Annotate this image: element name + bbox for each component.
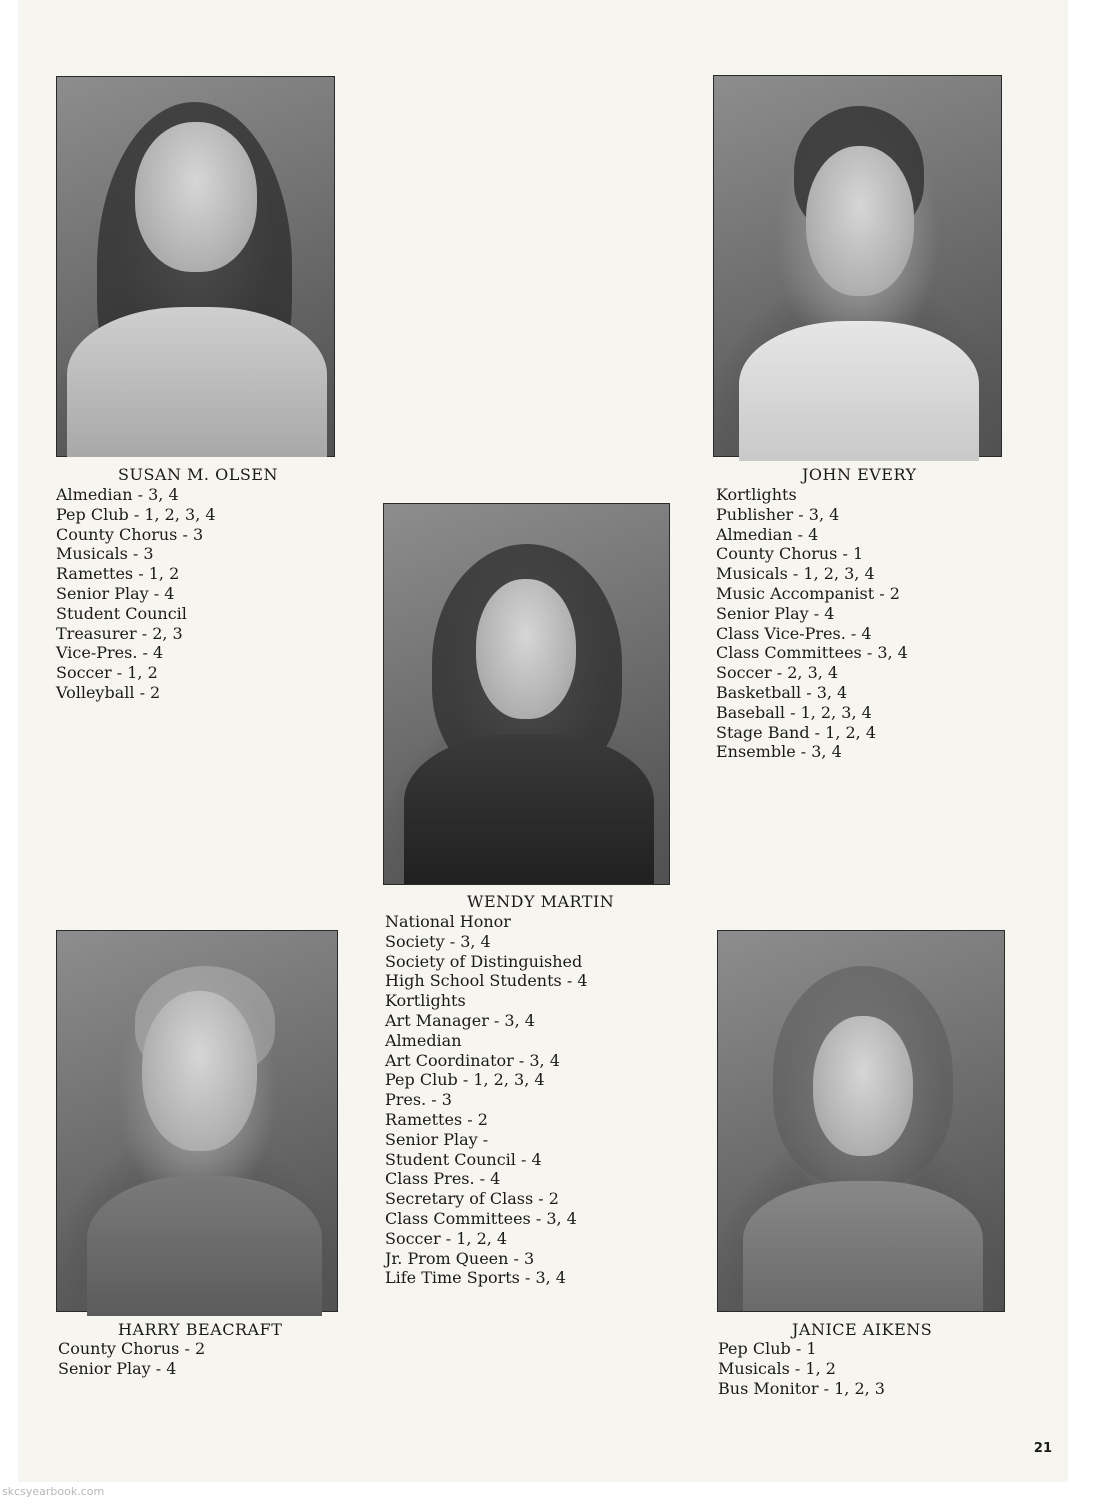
activity-item: Vice-Pres. - 4 bbox=[56, 643, 164, 663]
portrait-harry-beacraft bbox=[56, 930, 338, 1312]
watermark-text: skcsyearbook.com bbox=[2, 1485, 105, 1498]
student-name: JANICE AIKENS bbox=[792, 1320, 933, 1339]
activity-item: Pres. - 3 bbox=[385, 1090, 452, 1110]
activity-item: Society of Distinguished bbox=[385, 951, 583, 971]
activity-list bbox=[716, 485, 908, 762]
activity-item: Stage Band - 1, 2, 4 bbox=[716, 722, 877, 742]
activity-item: High School Students - 4 bbox=[385, 971, 588, 991]
activity-item: Almedian - 4 bbox=[716, 524, 819, 544]
activity-item: Musicals - 3 bbox=[56, 544, 154, 564]
activity-list bbox=[385, 912, 588, 1288]
activity-item: Almedian - 3, 4 bbox=[56, 485, 179, 504]
activity-item: Soccer - 1, 2, 4 bbox=[385, 1228, 508, 1248]
activity-list bbox=[58, 1339, 205, 1379]
activity-item: Ensemble - 3, 4 bbox=[716, 742, 842, 762]
portrait-john-every bbox=[713, 75, 1002, 457]
activity-item: Senior Play - 4 bbox=[56, 583, 175, 603]
activity-item: Ramettes - 1, 2 bbox=[56, 564, 180, 584]
activity-item: Pep Club - 1, 2, 3, 4 bbox=[56, 504, 216, 524]
activity-item: Class Vice-Pres. - 4 bbox=[716, 623, 872, 643]
activity-item: County Chorus - 3 bbox=[56, 524, 204, 544]
activity-item: Musicals - 1, 2, 3, 4 bbox=[716, 564, 875, 584]
activity-item: County Chorus - 1 bbox=[716, 544, 864, 564]
activity-list bbox=[56, 485, 216, 703]
activity-item: Pep Club - 1, 2, 3, 4 bbox=[385, 1070, 545, 1090]
activity-item: Art Manager - 3, 4 bbox=[385, 1010, 535, 1030]
activity-item: Senior Play - 4 bbox=[58, 1358, 177, 1378]
student-name: HARRY BEACRAFT bbox=[118, 1320, 283, 1339]
activity-item: Senior Play - bbox=[385, 1129, 489, 1149]
activity-item: Publisher - 3, 4 bbox=[716, 504, 840, 524]
page-number: 21 bbox=[1033, 1441, 1052, 1456]
activity-item: Society - 3, 4 bbox=[385, 931, 491, 951]
activity-item: Senior Play - 4 bbox=[716, 603, 835, 623]
yearbook-page bbox=[18, 0, 1068, 1482]
activity-item: Soccer - 2, 3, 4 bbox=[716, 663, 839, 683]
activity-item: Music Accompanist - 2 bbox=[716, 583, 900, 603]
portrait-wendy-martin bbox=[383, 503, 670, 885]
activity-item: Class Pres. - 4 bbox=[385, 1169, 501, 1189]
activity-item: Volleyball - 2 bbox=[56, 682, 161, 702]
activity-item: Pep Club - 1 bbox=[718, 1339, 817, 1358]
activity-item: Ramettes - 2 bbox=[385, 1109, 488, 1129]
activity-item: Almedian bbox=[385, 1030, 462, 1050]
activity-item: Kortlights bbox=[716, 485, 797, 504]
activity-item: Student Council - 4 bbox=[385, 1149, 542, 1169]
activity-item: Jr. Prom Queen - 3 bbox=[385, 1248, 535, 1268]
activity-item: Kortlights bbox=[385, 991, 466, 1011]
activity-item: Life Time Sports - 3, 4 bbox=[385, 1268, 566, 1288]
activity-list bbox=[718, 1339, 885, 1398]
activity-item: Class Committees - 3, 4 bbox=[716, 643, 908, 663]
activity-item: Class Committees - 3, 4 bbox=[385, 1208, 577, 1228]
student-name: JOHN EVERY bbox=[802, 465, 917, 484]
activity-item: Student Council bbox=[56, 603, 187, 623]
activity-item: Basketball - 3, 4 bbox=[716, 682, 848, 702]
student-name: WENDY MARTIN bbox=[467, 892, 615, 911]
activity-item: Soccer - 1, 2 bbox=[56, 663, 158, 683]
activity-item: Treasurer - 2, 3 bbox=[56, 623, 183, 643]
portrait-janice-aikens bbox=[717, 930, 1005, 1312]
student-name: SUSAN M. OLSEN bbox=[118, 465, 278, 484]
activity-item: Musicals - 1, 2 bbox=[718, 1358, 836, 1378]
activity-item: National Honor bbox=[385, 912, 511, 931]
activity-item: County Chorus - 2 bbox=[58, 1339, 206, 1358]
activity-item: Bus Monitor - 1, 2, 3 bbox=[718, 1378, 885, 1398]
portrait-susan-olsen bbox=[56, 76, 335, 457]
activity-item: Secretary of Class - 2 bbox=[385, 1189, 559, 1209]
activity-item: Art Coordinator - 3, 4 bbox=[385, 1050, 560, 1070]
activity-item: Baseball - 1, 2, 3, 4 bbox=[716, 702, 872, 722]
